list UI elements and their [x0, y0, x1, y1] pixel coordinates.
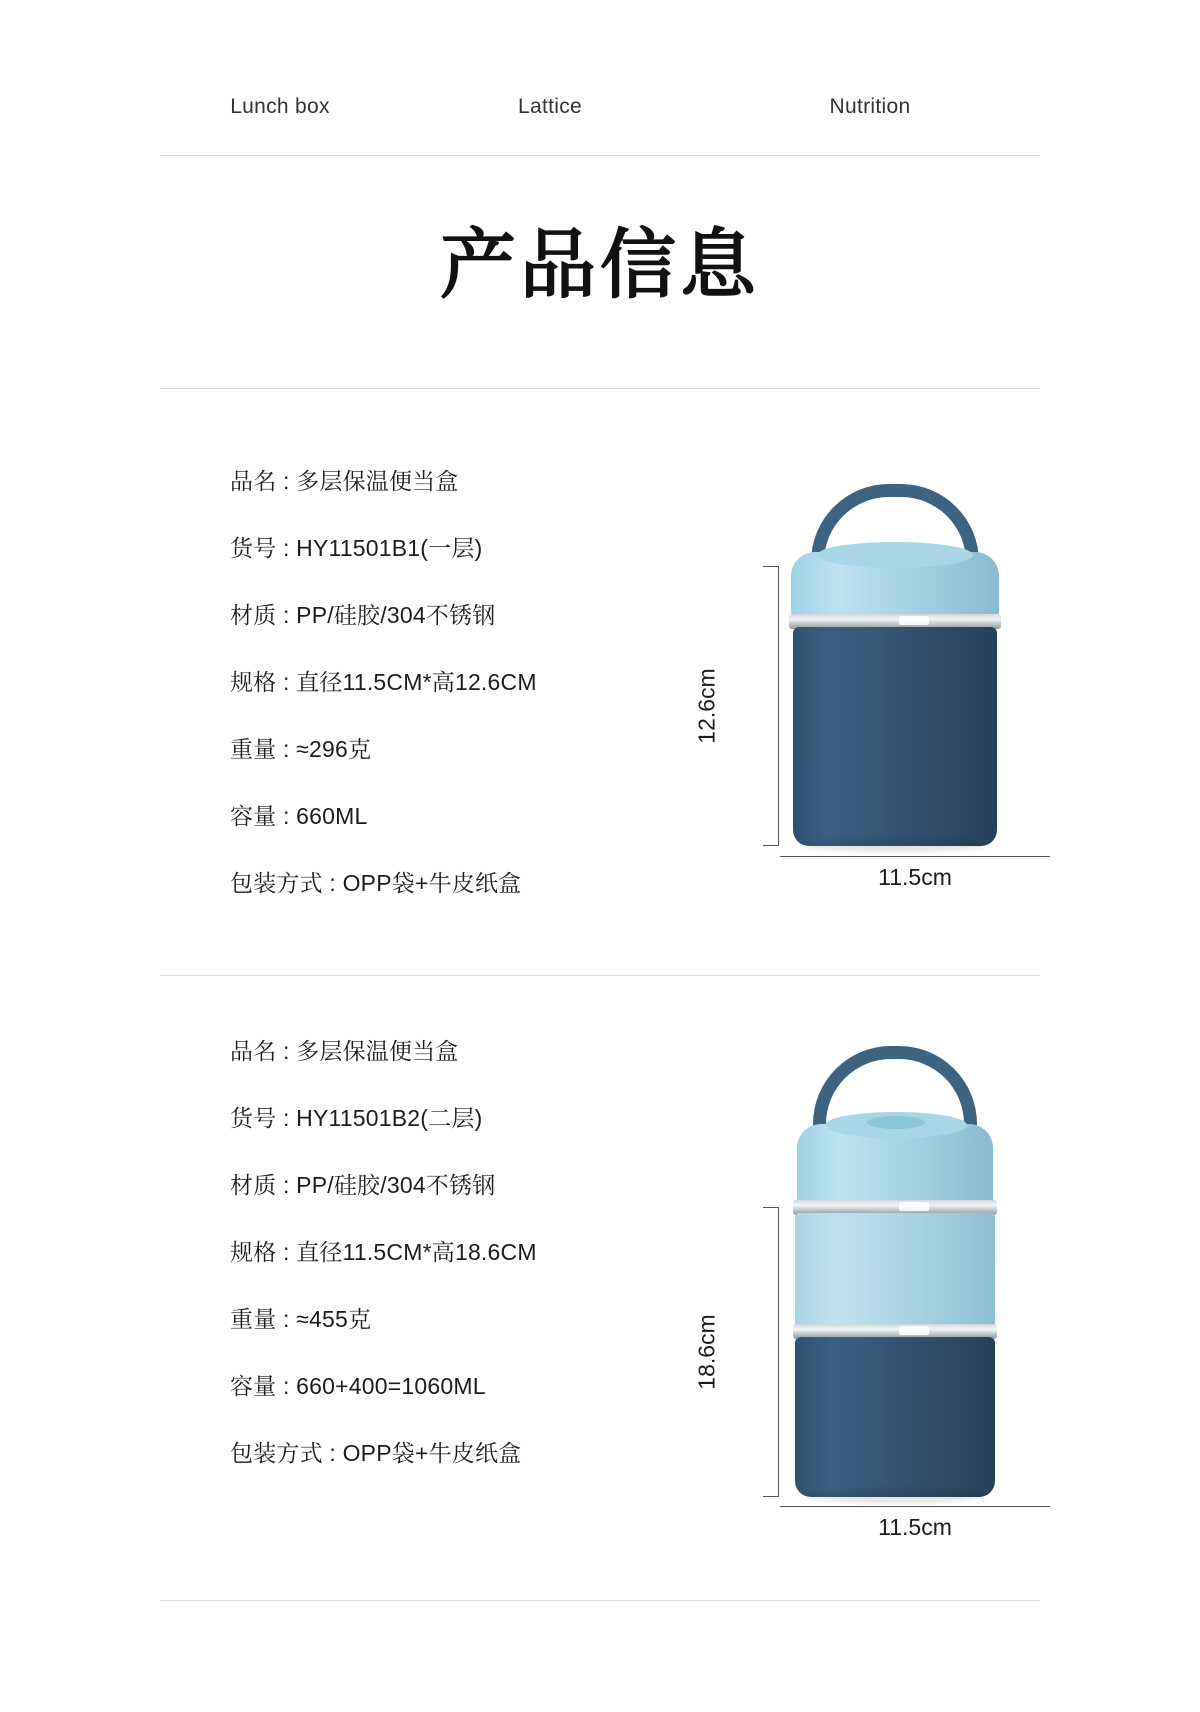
dimension-line-vertical	[778, 1207, 779, 1497]
ring-highlight	[899, 1326, 929, 1335]
width-dimension-1	[780, 856, 1050, 890]
divider-under-title	[160, 388, 1040, 389]
base-shadow	[803, 838, 987, 852]
page-title: 产品信息	[440, 223, 760, 308]
divider-between-products	[160, 975, 1040, 976]
spec-list-2	[230, 1040, 660, 1509]
spec-weight: 重量 : ≈296克	[230, 736, 372, 762]
spec-packaging: 包装方式 : OPP袋+牛皮纸盒	[230, 870, 522, 896]
divider-bottom	[160, 1600, 1040, 1601]
product-figure-2	[615, 1040, 995, 1540]
container-tier-dark	[793, 627, 997, 846]
nav-item-lattice[interactable]: Lattice	[518, 95, 582, 118]
dimension-tick-top	[763, 1207, 779, 1208]
lid-knob	[867, 1116, 925, 1129]
spec-size: 规格 : 直径11.5CM*高18.6CM	[230, 1239, 537, 1265]
lunchbox-illustration-2	[785, 1040, 1045, 1510]
ring-highlight	[899, 1202, 929, 1211]
height-dimension-2	[693, 1207, 779, 1497]
lunchbox-illustration-1	[785, 470, 1045, 862]
width-label-2: 11.5cm	[878, 1514, 952, 1540]
spec-capacity: 容量 : 660+400=1060ML	[230, 1373, 486, 1399]
height-dimension-1	[693, 566, 779, 846]
dimension-tick-top	[763, 566, 779, 567]
height-label-2: 18.6cm	[693, 1314, 720, 1390]
dimension-line-horizontal	[780, 856, 1050, 857]
dimension-tick-bottom	[763, 845, 779, 846]
nav-item-nutrition[interactable]: Nutrition	[829, 95, 911, 118]
ring-highlight	[899, 616, 929, 625]
spec-material: 材质 : PP/硅胶/304不锈钢	[230, 602, 496, 628]
dimension-tick-bottom	[763, 1496, 779, 1497]
base-shadow	[805, 1489, 985, 1503]
height-label-1: 12.6cm	[693, 668, 720, 744]
product-figure-1	[615, 470, 995, 910]
spec-model: 货号 : HY11501B1(一层)	[230, 535, 483, 561]
spec-capacity: 容量 : 660ML	[230, 803, 368, 829]
width-dimension-2	[780, 1506, 1050, 1540]
width-label-1: 11.5cm	[878, 864, 952, 890]
spec-name: 品名 : 多层保温便当盒	[230, 1038, 459, 1064]
lid-top-surface	[817, 542, 973, 568]
spec-weight: 重量 : ≈455克	[230, 1306, 372, 1332]
divider-under-nav	[160, 155, 1040, 156]
spec-name: 品名 : 多层保温便当盒	[230, 468, 459, 494]
product-block-1	[160, 470, 1040, 950]
spec-list-1	[230, 470, 660, 939]
spec-size: 规格 : 直径11.5CM*高12.6CM	[230, 669, 537, 695]
top-nav	[160, 95, 1040, 119]
spec-packaging: 包装方式 : OPP袋+牛皮纸盒	[230, 1440, 522, 1466]
container-tier-dark	[795, 1337, 995, 1497]
dimension-line-horizontal	[780, 1506, 1050, 1507]
product-block-2	[160, 1040, 1040, 1560]
spec-model: 货号 : HY11501B2(二层)	[230, 1105, 483, 1131]
container-tier-light	[795, 1213, 995, 1328]
dimension-line-vertical	[778, 566, 779, 846]
nav-item-lunch-box[interactable]: Lunch box	[230, 95, 330, 118]
spec-material: 材质 : PP/硅胶/304不锈钢	[230, 1172, 496, 1198]
